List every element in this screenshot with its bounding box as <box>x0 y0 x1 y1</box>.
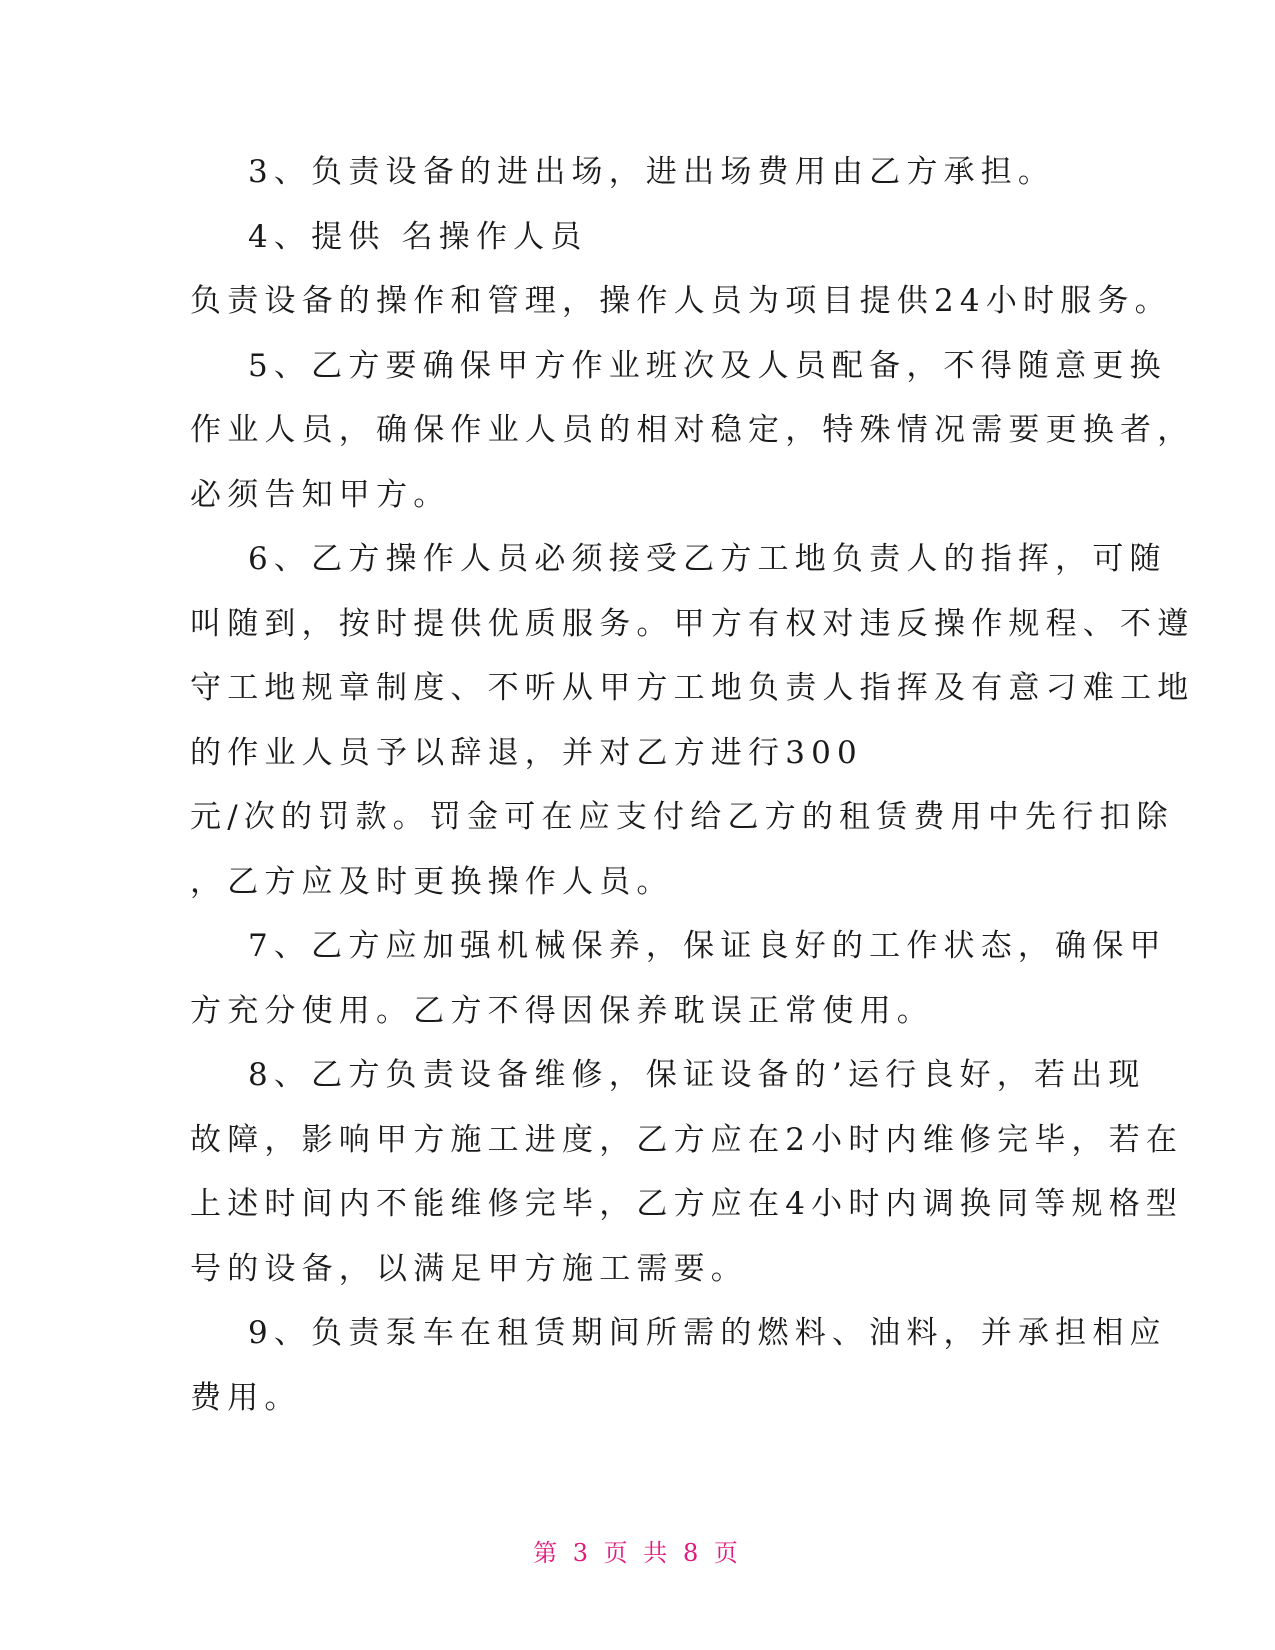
paragraph-line: 4、提供 名操作人员 <box>248 218 588 255</box>
paragraph-line: 故障，影响甲方施工进度，乙方应在2小时内维修完毕，若在 <box>190 1121 1184 1158</box>
paragraph-line: 3、负责设备的进出场，进出场费用由乙方承担。 <box>248 154 1056 190</box>
paragraph-line: 7、乙方应加强机械保养，保证良好的工作状态，确保甲 <box>248 928 1167 964</box>
paragraph-line: 必须告知甲方。 <box>190 476 451 513</box>
paragraph-line: ，乙方应及时更换操作人员。 <box>190 863 674 900</box>
paragraph-line: 号的设备，以满足甲方施工需要。 <box>190 1250 748 1287</box>
paragraph-line: 守工地规章制度、不听从甲方工地负责人指挥及有意刁难工地 <box>190 670 1195 706</box>
paragraph-line: 负责设备的操作和管理，操作人员为项目提供24小时服务。 <box>190 283 1172 319</box>
page-footer <box>0 1533 1275 1568</box>
document-body <box>190 140 1195 1430</box>
paragraph-line: 6、乙方操作人员必须接受乙方工地负责人的指挥，可随 <box>248 541 1167 577</box>
paragraph-line: 的作业人员予以辞退，并对乙方进行300 <box>190 734 863 771</box>
paragraph-line: 5、乙方要确保甲方作业班次及人员配备，不得随意更换 <box>248 347 1167 384</box>
page-number-label: 第 3 页 共 8 页 <box>533 1539 742 1567</box>
paragraph-line: 作业人员，确保作业人员的相对稳定，特殊情况需要更换者， <box>190 412 1195 448</box>
paragraph-line: 8、乙方负责设备维修，保证设备的’运行良好，若出现 <box>248 1057 1146 1093</box>
paragraph-line: 9、负责泵车在租赁期间所需的燃料、油料，并承担相应 <box>248 1315 1167 1351</box>
paragraph-line: 元/次的罚款。罚金可在应支付给乙方的租赁费用中先行扣除 <box>190 799 1174 835</box>
paragraph-line: 上述时间内不能维修完毕，乙方应在4小时内调换同等规格型 <box>190 1186 1184 1222</box>
paragraph-line: 叫随到，按时提供优质服务。甲方有权对违反操作规程、不遵 <box>190 605 1195 642</box>
paragraph-line: 方充分使用。乙方不得因保养耽误正常使用。 <box>190 992 934 1029</box>
paragraph-line: 费用。 <box>190 1379 302 1416</box>
